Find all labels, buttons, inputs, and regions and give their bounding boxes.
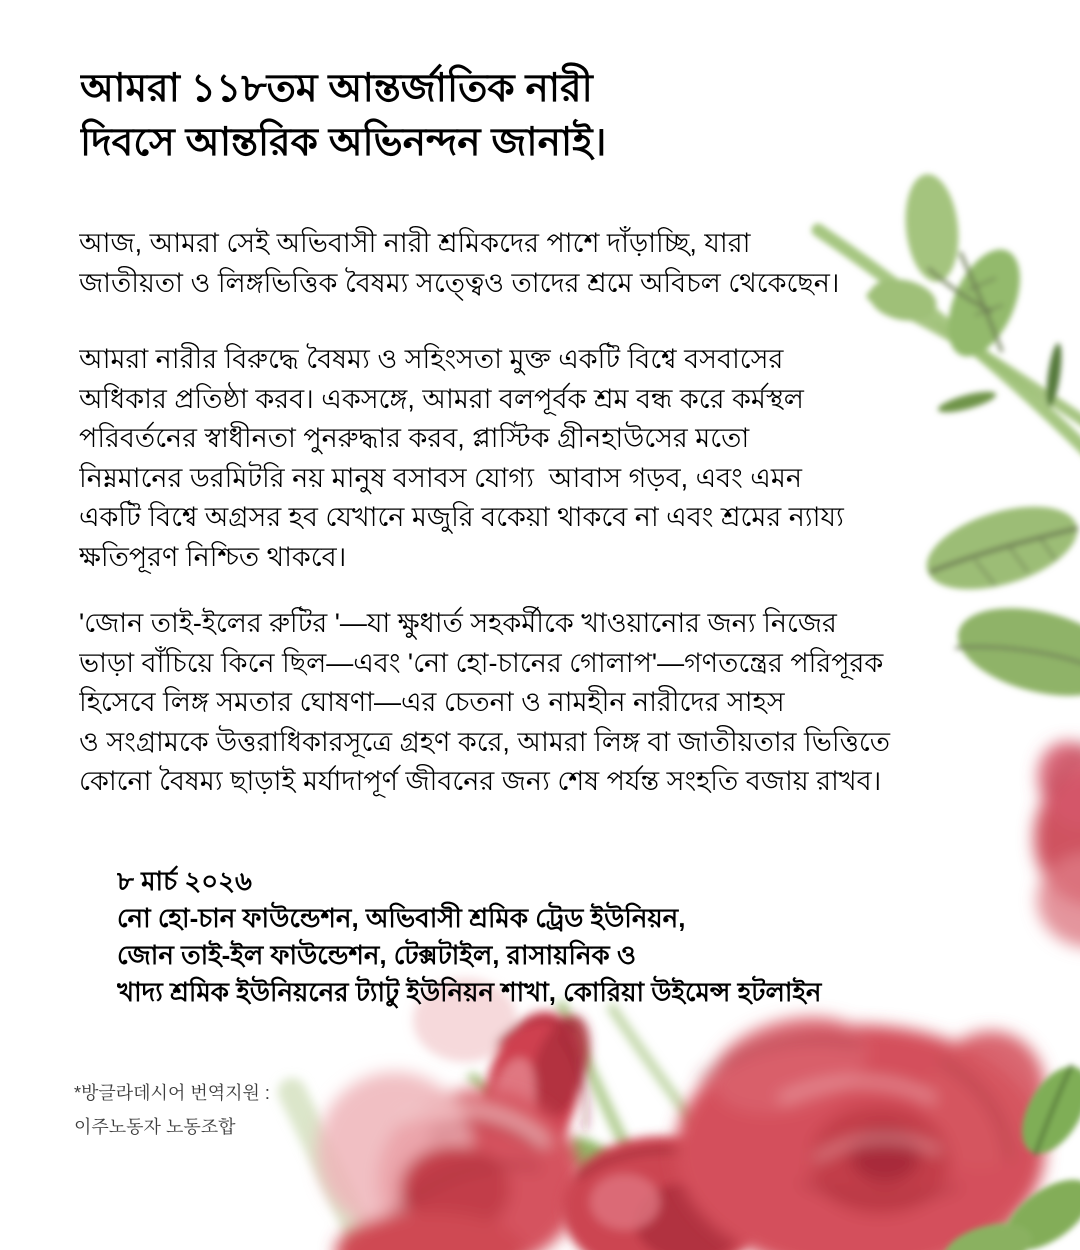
body-line: ও সংগ্রামকে উত্তরাধিকারসূত্রে গ্রহণ করে, আমরা লিঙ্গ বা জাতীয়তার ভিত্তিতে [79, 726, 891, 757]
title-line-1: আমরা ১১৮তম আন্তর্জাতিক নারী [80, 67, 593, 110]
signoff-org-line: খাদ্য শ্রমিক ইউনিয়নের ট্যাটু ইউনিয়ন শাখা, কোরিয়া উইমেন্স হটলাইন [117, 977, 822, 1007]
body-line: পরিবর্তনের স্বাধীনতা পুনরুদ্ধার করব, প্লাস্টিক গ্রীনহাউসের মতো [79, 423, 750, 453]
rose-right-edge-group [1024, 729, 1080, 948]
body-line: ক্ষতিপূরণ নিশ্চিত থাকবে। [79, 541, 347, 572]
signoff-org-line: নো হো-চান ফাউন্ডেশন, অভিবাসী শ্রমিক ট্রেড ইউনিয়ন, [117, 903, 686, 933]
body-line: একটি বিশ্বে অগ্রসর হব যেখানে মজুরি বকেয়া থাকবে না এবং শ্রমের ন্যায্য [79, 502, 844, 532]
body-line: নিম্নমানের ডরমিটরি নয় মানুষ বসাবস যোগ্য আবাস গড়ব, এবং এমন [79, 462, 802, 493]
footnote-line-1: *방글라데시어 번역지원 : [74, 1083, 270, 1103]
body-line: আজ, আমরা সেই অভিবাসী নারী শ্রমিকদের পাশে দাঁড়াচ্ছি, যারা [79, 228, 751, 258]
body-line: ভাড়া বাঁচিয়ে কিনে ছিল—এবং 'নো হো-চানের গোলাপ'—গণতন্ত্রের পরিপূরক [79, 647, 884, 678]
body-line: জাতীয়তা ও লিঙ্গভিত্তিক বৈষম্য সত্ত্বেও তাদের শ্রমে অবিচল থেকেছেন। [79, 267, 840, 298]
paragraph-3 [79, 604, 919, 802]
paragraph-1 [79, 224, 919, 303]
body-line: আমরা নারীর বিরুদ্ধে বৈষম্য ও সহিংসতা মুক্ত একটি বিশ্বে বসবাসের [79, 344, 784, 374]
rose-large-right-group [675, 1001, 1065, 1250]
footnote [74, 1076, 474, 1144]
leaves-mid-right-group [917, 491, 1080, 711]
signoff-block [117, 863, 917, 1011]
title-line-2: দিবসে আন্তরিক অভিনন্দন জানাই। [80, 121, 607, 164]
greeting-title [80, 62, 840, 170]
paragraph-2 [79, 340, 919, 577]
signoff-date: ৮ মার্চ ২০২৬ [117, 866, 252, 896]
signoff-org-line: জোন তাই-ইল ফাউন্ডেশন, টেক্সটাইল, রাসায়নিক ও [117, 940, 637, 970]
body-line: অধিকার প্রতিষ্ঠা করব। একসঙ্গে, আমরা বলপূর্বক শ্রম বন্ধ করে কর্মস্থল [79, 383, 804, 414]
body-line: হিসেবে লিঙ্গ সমতার ঘোষণা—এর চেতনা ও নামহীন নারীদের সাহস [79, 687, 785, 717]
body-line: 'জোন তাই-ইলের রুটির '—যা ক্ষুধার্ত সহকর্মীকে খাওয়ানোর জন্য নিজের [79, 608, 837, 638]
body-line: কোনো বৈষম্য ছাড়াই মর্যাদাপূর্ণ জীবনের জন্য শেষ পর্যন্ত সংহতি বজায় রাখব। [79, 766, 882, 796]
footnote-line-2: 이주노동자 노동조합 [74, 1117, 236, 1137]
